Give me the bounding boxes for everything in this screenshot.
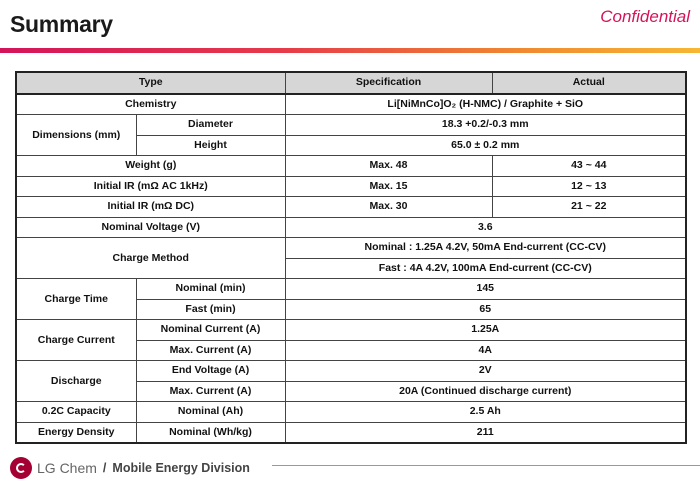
row-value: 65 [285,299,686,320]
row-actual: 43 ~ 44 [492,156,686,177]
page-title: Summary [10,11,113,37]
row-sublabel: End Voltage (A) [136,361,285,382]
table-row [16,176,686,197]
division-name: Mobile Energy Division [112,461,250,475]
company-logo-text: LG Chem [37,460,97,476]
row-actual: 12 ~ 13 [492,176,686,197]
row-label: Energy Density [16,422,136,443]
row-sublabel: Diameter [136,115,285,136]
table-row [16,115,686,136]
row-label: Initial IR (mΩ AC 1kHz) [16,176,285,197]
row-spec: Max. 48 [285,156,492,177]
row-sublabel: Fast (min) [136,299,285,320]
row-label: Chemistry [16,94,285,115]
header-actual: Actual [492,72,686,94]
row-sublabel: Nominal Current (A) [136,320,285,341]
row-sublabel: Nominal (Ah) [136,402,285,423]
row-label: Initial IR (mΩ DC) [16,197,285,218]
table-row [16,197,686,218]
table-row [16,94,686,115]
row-value: 65.0 ± 0.2 mm [285,135,686,156]
table-row [16,361,686,382]
row-spec: Max. 15 [285,176,492,197]
table-row [16,238,686,259]
row-value: Li[NiMnCo]O₂ (H-NMC) / Graphite + SiO [285,94,686,115]
table-row [16,217,686,238]
row-label: Charge Current [16,320,136,361]
header-specification: Specification [285,72,492,94]
footer-separator: / [102,461,107,475]
row-sublabel: Height [136,135,285,156]
row-sublabel: Nominal (Wh/kg) [136,422,285,443]
row-value: 4A [285,340,686,361]
row-label: Charge Method [16,238,285,279]
row-value: 18.3 +0.2/-0.3 mm [285,115,686,136]
row-value: 2V [285,361,686,382]
title-underline-bar [0,48,700,53]
row-label: Dimensions (mm) [16,115,136,156]
row-value: Nominal : 1.25A 4.2V, 50mA End-current (CC-CV) [285,238,686,259]
table-header-row [16,72,686,94]
row-sublabel: Max. Current (A) [136,340,285,361]
row-sublabel: Max. Current (A) [136,381,285,402]
row-label: 0.2C Capacity [16,402,136,423]
row-value: 211 [285,422,686,443]
summary-table [15,71,687,444]
row-value: 3.6 [285,217,686,238]
row-value: Fast : 4A 4.2V, 100mA End-current (CC-CV) [285,258,686,279]
confidential-label: Confidential [600,7,690,26]
row-spec: Max. 30 [285,197,492,218]
row-label: Nominal Voltage (V) [16,217,285,238]
footer-divider [272,465,700,466]
table-row [16,156,686,177]
row-label: Discharge [16,361,136,402]
row-value: 1.25A [285,320,686,341]
row-label: Charge Time [16,279,136,320]
table-row [16,320,686,341]
row-value: 20A (Continued discharge current) [285,381,686,402]
lg-logo-icon [10,457,32,479]
header-type: Type [16,72,285,94]
row-value: 145 [285,279,686,300]
row-value: 2.5 Ah [285,402,686,423]
row-actual: 21 ~ 22 [492,197,686,218]
table-row [16,402,686,423]
table-row [16,422,686,443]
table-row [16,279,686,300]
row-sublabel: Nominal (min) [136,279,285,300]
row-label: Weight (g) [16,156,285,177]
footer [10,457,250,479]
